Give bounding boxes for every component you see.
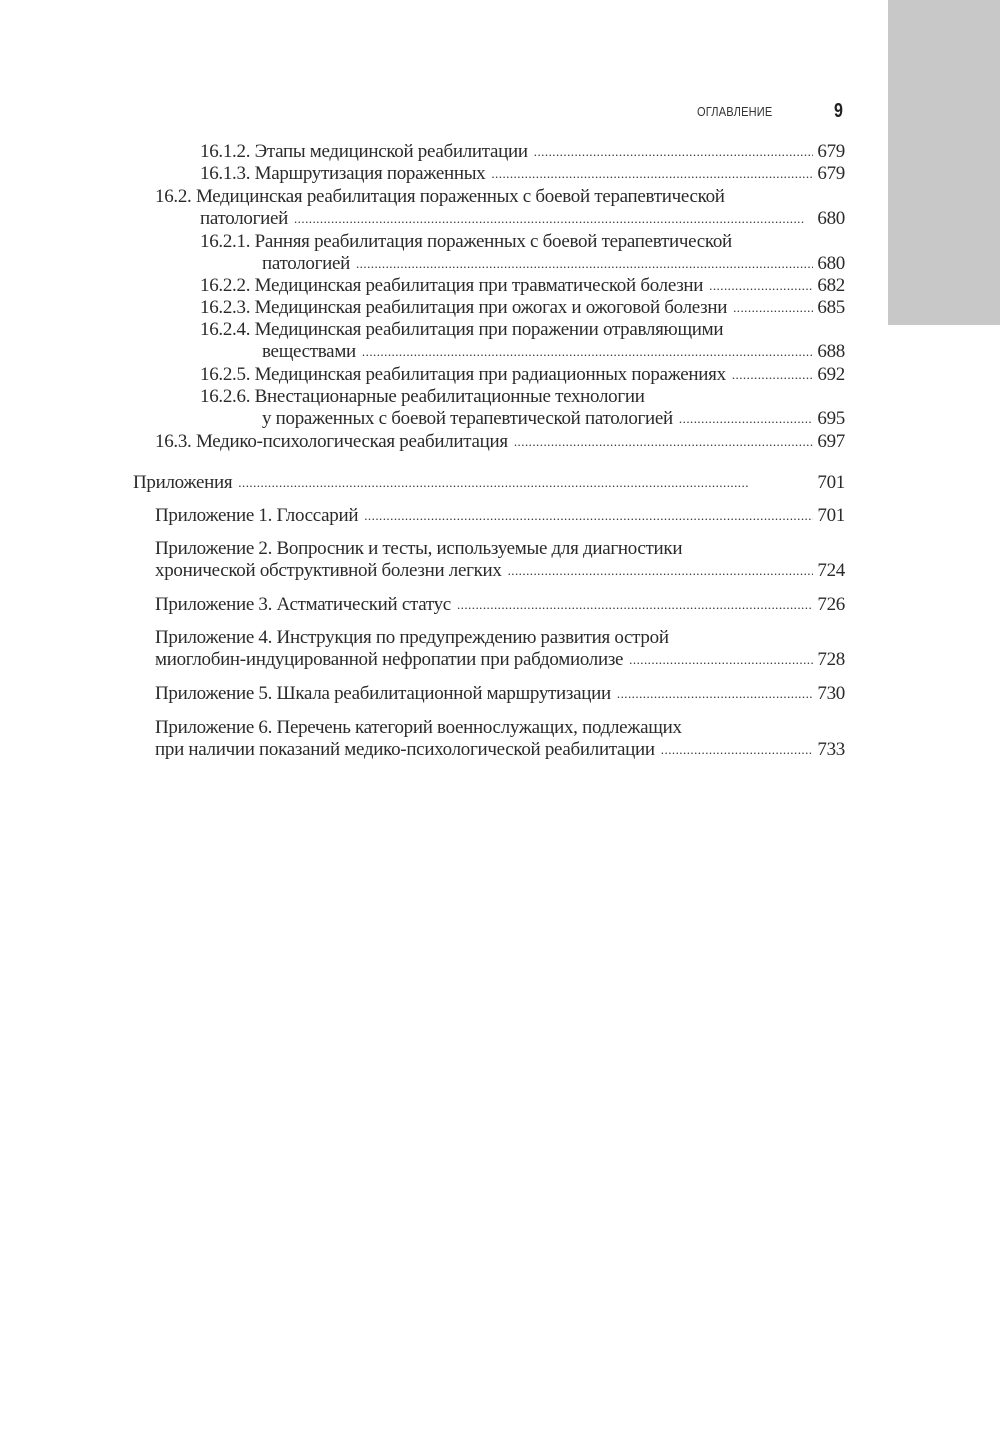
toc-entry: Приложение 3. Астматический статус . . . 726 [155,594,845,616]
toc-entry: при наличии показаний медико-психологической реабилитации . . . 733 [155,739,845,761]
toc-page: 726 [817,594,845,615]
dot-leader [514,431,814,453]
dot-leader [238,472,813,494]
dot-leader [534,141,814,163]
dot-leader [709,275,813,297]
toc-entry: Приложение 1. Глоссарий . . . 701 [155,505,845,527]
toc-entry: 16.1.2. Этапы медицинской реабилитации . . . 679 [200,141,845,163]
toc-entry: 16.2.3. Медицинская реабилитация при ожогах и ожоговой болезни . . . 685 [200,297,845,319]
dot-leader [294,208,813,230]
dot-leader [629,649,813,671]
dot-leader [617,683,814,705]
toc-page: 688 [817,341,845,362]
toc-entry: Приложение 5. Шкала реабилитационной маршрутизации . . . 730 [155,683,845,705]
toc-page: 733 [817,739,845,760]
toc-entry: патологией . . . 680 [200,208,845,230]
toc-page: 701 [817,505,845,526]
toc-page: 697 [817,431,845,452]
dot-leader [364,505,813,527]
chapter-tab-marker [888,0,1000,325]
toc-entry: 16.2.5. Медицинская реабилитация при радиационных поражениях . . . 692 [200,364,845,386]
toc-entry: 16.3. Медико-психологическая реабилитация . . . 697 [155,431,845,453]
dot-leader [491,163,813,185]
toc-entry: Приложения . . . 701 [133,472,845,494]
toc-entry: у пораженных с боевой терапевтической патологией . . . 695 [262,408,845,430]
toc-page: 682 [817,275,845,296]
dot-leader [457,594,813,616]
toc-page: 679 [817,141,845,162]
dot-leader [356,253,813,275]
toc-page: 730 [817,683,845,704]
toc-page: 685 [817,297,845,318]
toc-page: 692 [817,364,845,385]
toc-entry: хронической обструктивной болезни легких . . . 724 [155,560,845,582]
toc-entry: 16.1.3. Маршрутизация пораженных . . . 679 [200,163,845,185]
toc-entry: веществами . . . 688 [262,341,845,363]
dot-leader [362,341,813,363]
toc-entry-line: 16.2.1. Ранняя реабилитация пораженных с боевой терапевтической [200,231,732,252]
dot-leader [733,297,813,319]
toc-entry-line: Приложение 6. Перечень категорий военнослужащих, подлежащих [155,717,682,738]
dot-leader [661,739,814,761]
toc-page: 680 [817,208,845,229]
toc-page: 728 [817,649,845,670]
page-number: 9 [834,100,843,122]
toc-page: 680 [817,253,845,274]
toc-entry-line: 16.2.6. Внестационарные реабилитационные технологии [200,386,645,407]
running-header: ОГЛАВЛЕНИЕ [697,104,773,119]
dot-leader [732,364,814,386]
toc-entry-line: 16.2. Медицинская реабилитация пораженных с боевой терапевтической [155,186,725,207]
toc-page: 679 [817,163,845,184]
toc-entry-line: Приложение 2. Вопросник и тесты, используемые для диагностики [155,538,683,559]
toc-entry: 16.2.2. Медицинская реабилитация при травматической болезни . . . 682 [200,275,845,297]
dot-leader [679,408,813,430]
toc-entry: патологией . . . 680 [262,253,845,275]
dot-leader [508,560,814,582]
toc-page: 701 [817,472,845,493]
toc-page: 724 [817,560,845,581]
toc-page: 695 [817,408,845,429]
toc-entry-line: Приложение 4. Инструкция по предупреждению развития острой [155,627,669,648]
toc-entry: миоглобин-индуцированной нефропатии при рабдомиолизе . . . 728 [155,649,845,671]
toc-entry-line: 16.2.4. Медицинская реабилитация при поражении отравляющими [200,319,724,340]
